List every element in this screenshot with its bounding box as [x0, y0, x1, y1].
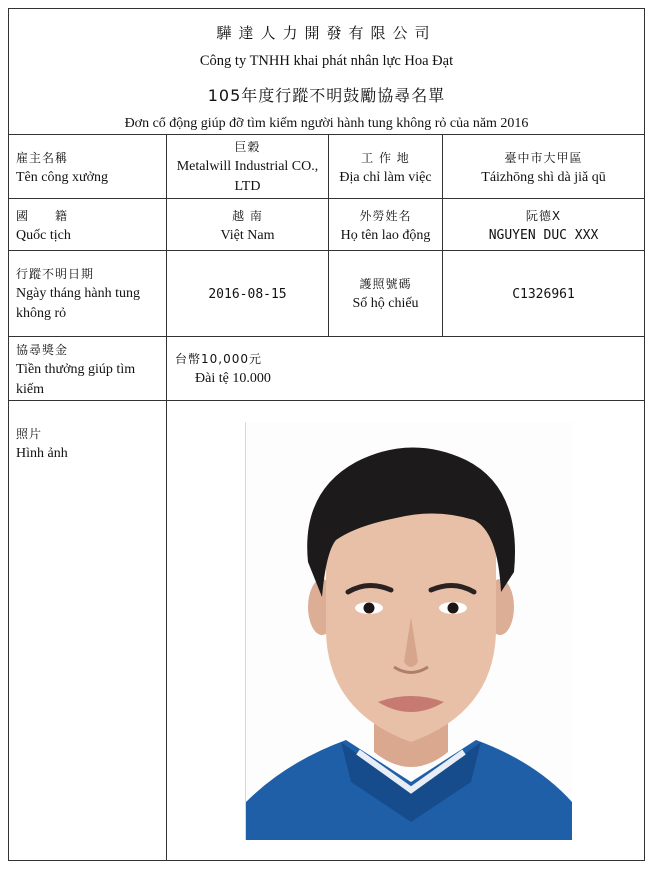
passport-value: C1326961 [512, 287, 575, 302]
reward-label: 協尋獎金 Tiền thưởng giúp tìm kiếm [16, 343, 136, 397]
missing-date-value: 2016-08-15 [208, 287, 287, 302]
company-name-vi: Công ty TNHH khai phát nhân lực Hoa Đạt [199, 53, 454, 69]
nationality-label: 國 籍 Quốc tịch [16, 209, 71, 243]
worker-name-value: 阮德X NGUYEN DUC XXX [488, 209, 599, 243]
passport-label: 護照號碼 Số hộ chiếu [352, 277, 419, 311]
reward-value: 台幣10,000元 Đài tệ 10.000 [175, 352, 271, 386]
worker-name-label: 外勞姓名 Họ tên lao động [340, 209, 431, 243]
table-divider [9, 400, 644, 401]
wanted-notice-sheet [8, 8, 645, 861]
missing-date-label: 行蹤不明日期 Ngày tháng hành tung không rỏ [16, 267, 141, 321]
title-zh: 105年度行蹤不明鼓勵協尋名單 [207, 86, 446, 105]
table-divider [9, 198, 644, 199]
portrait-image [246, 422, 572, 840]
table-divider [9, 336, 644, 337]
worker-photo [245, 422, 572, 840]
employer-label: 雇主名稱 Tên công xưởng [16, 151, 108, 185]
company-name-zh: 驊達人力開發有限公司 [216, 24, 437, 42]
workplace-label: 工 作 地 Địa chỉ làm việc [339, 151, 432, 185]
title-vi: Đơn cổ động giúp đỡ tìm kiếm người hành tung không rỏ của năm 2016 [124, 116, 529, 131]
table-divider [9, 134, 644, 135]
table-divider [9, 250, 644, 251]
workplace-value: 臺中市大甲區 Táizhōng shì dà jiǎ qū [481, 151, 606, 185]
employer-value: 巨穀 Metalwill Industrial CO., LTD [176, 140, 319, 194]
nationality-value: 越 南 Việt Nam [220, 209, 275, 243]
photo-label: 照片 Hình ảnh [16, 427, 68, 461]
